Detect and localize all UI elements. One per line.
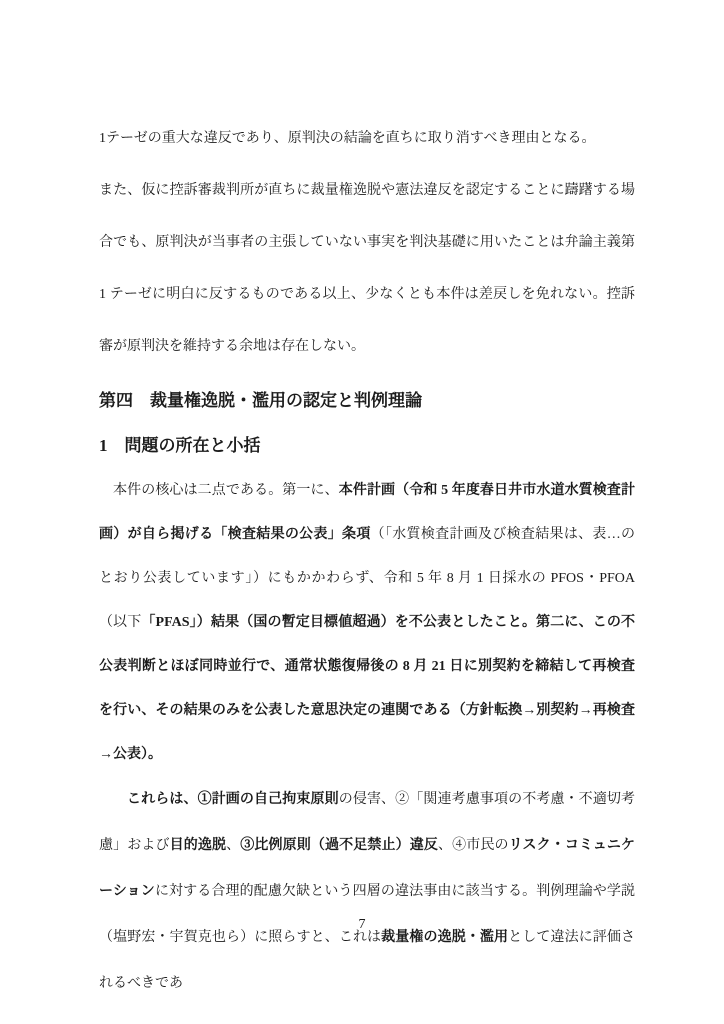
emphasis-text: これらは、①計画の自己拘束原則 bbox=[127, 792, 339, 807]
emphasis-text: 「PFAS」）結果（国の暫定目標値超過）を不公表としたこと。第二に、この不公表判断とほぼ同時並行で、通常状態復帰後の 8 月 21 日に別契約を締結して再検査を行い、その結果のみを公表した意思決定の連関である（方針転換→別契約→再検査→公表）。 bbox=[99, 615, 635, 762]
body-text: 本件の核心は二点である。第一に、 bbox=[113, 483, 339, 498]
body-text: に対する合理的配慮欠缺という四層の違法事由に該当する。判例理論や学説（塩野宏・宇賀克也ら）に照らすと、これは bbox=[99, 884, 635, 945]
body-text: 、④市民の bbox=[437, 838, 509, 853]
page-content bbox=[99, 113, 635, 1007]
paragraph-remand-argument: また、仮に控訴審裁判所が直ちに裁量権逸脱や憲法違反を認定することに躊躇する場合でも、原判決が当事者の主張していない事実を判決基礎に用いたことは弁論主義第 1 テーゼに明白に反するものである以上、少なくとも本件は差戻しを免れない。控訴審が原判決を維持する余地は存在しない。 bbox=[99, 183, 635, 354]
body-text: として違法に評価されるべきであ bbox=[99, 930, 636, 991]
emphasis-text: 裁量権の逸脱・濫用 bbox=[381, 930, 509, 945]
emphasis-text: ③比例原則（過不足禁止）違反 bbox=[240, 838, 438, 853]
paragraph-thesis-violation: 1テーゼの重大な違反であり、原判決の結論を直ちに取り消すべき理由となる。 bbox=[99, 131, 596, 146]
page-number: 7 bbox=[358, 917, 366, 932]
paragraph-four-grounds bbox=[99, 777, 635, 1007]
emphasis-text: 本件計画（令和 5 年度春日井市水道水質検査計画）が自ら掲げる「検査結果の公表」条項 bbox=[99, 483, 636, 542]
body-text: 、 bbox=[226, 838, 241, 853]
body-text: の侵害、②「関連考慮事項の不考慮・不適切考慮」および bbox=[99, 792, 636, 853]
emphasis-text: リスク・コミュニケーション bbox=[99, 838, 636, 899]
subsection-heading: 1 問題の所在と小括 bbox=[99, 436, 261, 455]
section-heading: 第四 裁量権逸脱・濫用の認定と判例理論 bbox=[99, 391, 422, 410]
paragraph-core-points bbox=[99, 469, 635, 777]
emphasis-text: 目的逸脱 bbox=[169, 838, 227, 853]
body-text: （「水質検査計画及び検査結果は、表…のとおり公表しています」）にもかかわらず、令和 5 年 8 月 1 日採水の PFOS・PFOA（以下 bbox=[99, 527, 636, 630]
page-footer bbox=[0, 912, 724, 938]
